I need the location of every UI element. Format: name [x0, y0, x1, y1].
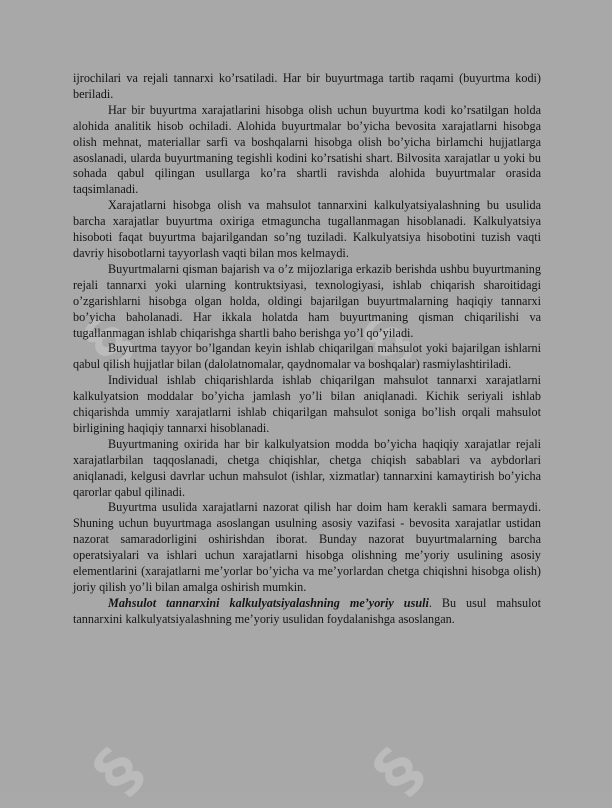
paragraph: Xarajatlarni hisobga olish va mahsulot tannarxini kalkulyatsiyalashning bu usulida barcha xarajatlar buyurtma oxiriga etmaguncha tugallanmagan hisoblanadi. Kalkulyatsiya hisoboti faqat buyurtma bajarilgandan so’ng tuziladi. Kalkulyatsiya hisobotini tuzish vaqti davriy hisobotlarni tayyorlash vaqti bilan mos kelmaydi.	[73, 198, 541, 260]
paragraph: Buyurtmalarni qisman bajarish va o’z mijozlariga erkazib berishda ushbu buyurtmaning rejali tannarxi yoki ularning kontruktsiyasi, texnologiyasi, ishlab chiqarish sharoitidagi o’zgarishlarni hisobga olgan holda, oldingi bajarilgan buyurtmalarning haqiqiy tannarxi bo’yicha baholanadi. Har ikkala holatda ham buyurtmaning qisman chiqarilishi va tugallanmagan ishlab chiqarishga shartli baho berishga yo’l qo’yiladi.	[73, 261, 541, 340]
paragraph: Buyurtma tayyor bo’lgandan keyin ishlab chiqarilgan mahsulot yoki bajarilgan ishlarni qabul qilish hujjatlar bilan (dalolatnomalar, qaydnomalar va boshqalar) rasmiylashtiriladi.	[73, 341, 541, 372]
watermark-glyph: §	[70, 302, 150, 378]
watermark-glyph: §	[360, 732, 440, 808]
watermark-glyph: §	[80, 732, 160, 808]
paragraph: Individual ishlab chiqarishlarda ishlab chiqarilgan mahsulot tannarxi xarajatlarni kalkulyatsion moddalar bo’yicha jamlash yo’li bilan aniqlanadi. Kichik seriyali ishlab chiqarishda ummiy xarajatlarni ishlab chiqarilgan mahsulot soniga bo’lish orqali mahsulot birligining haqiqiy tannarxi hisoblanadi.	[73, 373, 541, 435]
bold-heading-inline: Mahsulot tannarxini kalkulyatsiyalashning me’yoriy usuli	[108, 595, 429, 610]
paragraph: Buyurtmaning oxirida har bir kalkulyatsion modda bo’yicha haqiqiy xarajatlar rejali xarajatlarbilan taqqoslanadi, chetga chiqishlar, chetga chiqish sabablari va aybdorlari aniqlanadi, kelgusi davrlar uchun mahsulot (ishlar, xizmatlar) tannarxini kamaytirish bo’yicha qarorlar qabul qilinadi.	[73, 436, 541, 499]
document-body	[73, 71, 541, 628]
paragraph: ijrochilari va rejali tannarxi ko’rsatiladi. Har bir buyurtmaga tartib raqami (buyurtma kodi) beriladi.	[73, 71, 541, 101]
paragraph: Buyurtma usulida xarajatlarni nazorat qilish har doim ham kerakli samara bermaydi. Shuning uchun buyurtmaga asoslangan usulning asosiy vazifasi - bevosita xarajatlar ustidan nazorat samaradorligini oshirishdan iborat. Bunday nazorat buyurtmalarning barcha operatsiyalari va ishlari uchun xarajatlarni hisobga olishning me’yoriy usulining asosiy elementlarini (xarajatlarni me’yorlar bo’yicha va me’yorlardan chetga chiqishni hisobga olish) joriy qilish yo’li bilan amalga oshirish mumkin.	[73, 500, 541, 594]
paragraph	[73, 596, 541, 628]
paragraph: Har bir buyurtma xarajatlarini hisobga olish uchun buyurtma kodi ko’rsatilgan holda alohida analitik hisob ochiladi. Alohida buyurtmalar bo’yicha bevosita xarajatlarni hisobga olish mehnat, materiallar sarfi va boshqalarni hisobga olish bo’yicha birlamchi hujjatlarga asoslanadi, ularda buyurtmaning tegishli kodini ko’rsatishi shart. Bilvosita xarajatlar u yoki bu sohada qabul qilingan usullarga ko’ra shartli ravishda alohida buyurtmalar orasida taqsimlanadi.	[73, 102, 541, 197]
paragraph-rest: . Bu usul mahsulot tannarxini kalkulyatsiyalashning me’yoriy usulidan foydalanishga asoslangan.	[73, 595, 541, 626]
watermark-glyph: §	[350, 302, 430, 378]
